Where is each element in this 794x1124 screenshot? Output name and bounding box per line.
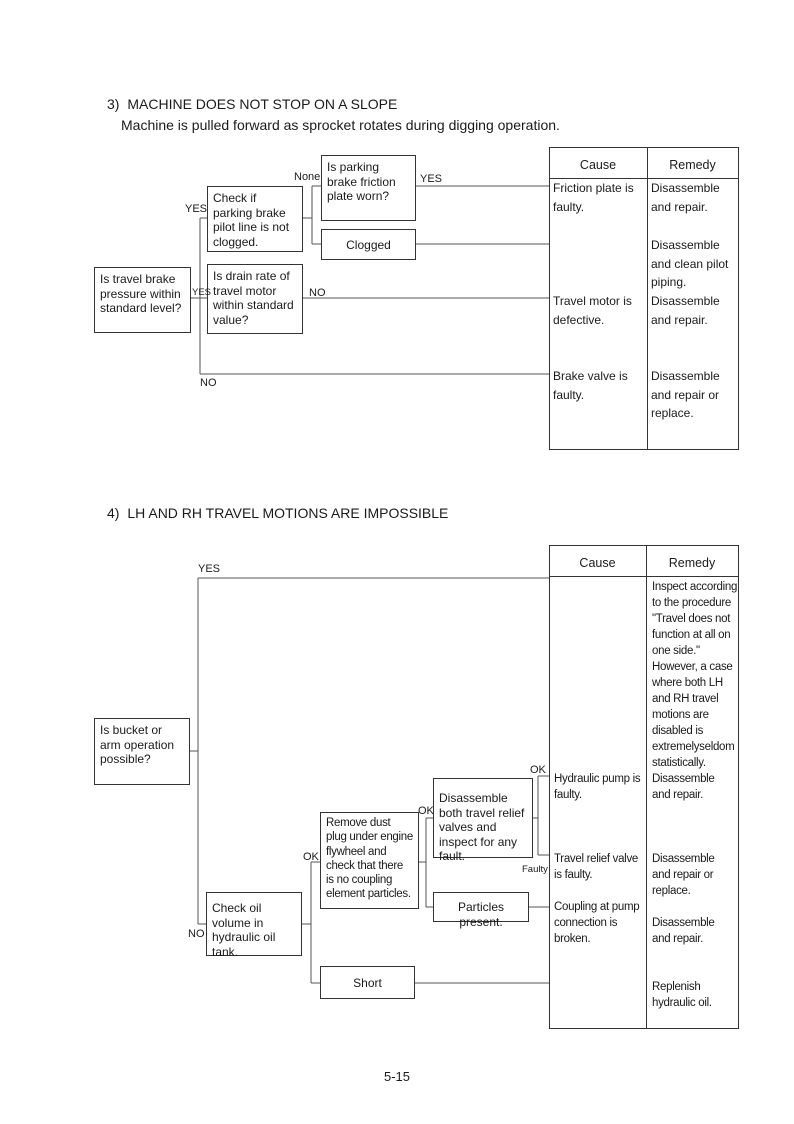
no-label-bucket: NO <box>188 928 205 940</box>
s3-remedy-2: Disassemble and clean pilot piping. <box>651 238 729 289</box>
s4-cause-4: Coupling at pump connection is broken. <box>554 901 640 945</box>
ok-label-dust: OK <box>418 805 434 817</box>
friction-plate-box: Is parking brake friction plate worn? <box>321 155 416 221</box>
dust-plug-box: Remove dust plug under engine flywheel and check that there is no coupling element particles. <box>320 812 419 909</box>
s4-remedy-3: Disassemble and repair or replace. <box>652 853 715 897</box>
s4-remedy-4: Disassemble and repair. <box>652 917 715 945</box>
bucket-arm-box: Is bucket or arm operation possible? <box>94 718 190 785</box>
relief-valves-box: Disassemble both travel relief valves and inspect for any fault. <box>433 778 533 858</box>
s3-remedy-4: Disassemble and repair or replace. <box>651 369 720 420</box>
yes-label-friction: YES <box>420 173 443 185</box>
s3-remedy-3: Disassemble and repair. <box>651 294 720 327</box>
section3-number: 3) <box>107 96 120 112</box>
section4-cause-header: Cause <box>579 556 616 570</box>
s3-cause-4: Brake valve is faulty. <box>553 369 628 402</box>
faulty-label: Faulty <box>522 864 548 875</box>
yes-label-pilot: YES <box>185 203 208 215</box>
s4-cause-3: Travel relief valve is faulty. <box>554 853 638 881</box>
pilot-line-check-box: Check if parking brake pilot line is not clogged. <box>207 186 303 252</box>
ok-label-oil: OK <box>303 851 319 863</box>
s4-remedy-5: Replenish hydraulic oil. <box>652 981 712 1009</box>
none-label: None <box>294 171 321 183</box>
page-number: 5-15 <box>383 1069 411 1084</box>
clogged-box: Clogged <box>321 229 416 260</box>
ok-label-relief: OK <box>530 764 546 776</box>
section4-title: LH AND RH TRAVEL MOTIONS ARE IMPOSSIBLE <box>127 505 449 521</box>
s3-remedy-1: Disassemble and repair. <box>651 181 720 214</box>
s3-cause-1: Friction plate is faulty. <box>553 181 634 214</box>
no-label-drain: NO <box>309 287 326 299</box>
section3-cause-header: Cause <box>579 158 617 172</box>
yes-label-drain: YES <box>192 287 212 298</box>
section4-heading <box>107 505 448 521</box>
travel-brake-pressure-box: Is travel brake pressure within standard level? <box>94 267 191 333</box>
no-label-brake: NO <box>200 377 217 389</box>
particles-present-box: Particles present. <box>433 892 529 922</box>
s4-cause-2: Hydraulic pump is faulty. <box>554 773 641 801</box>
yes-label-bucket: YES <box>198 563 221 575</box>
section4-remedy-header: Remedy <box>668 556 716 570</box>
s4-remedy-1: Inspect according to the procedure "Travel does not function at all on one side." However, a case where both LH and RH travel motions are disabled is extremelyseldom statistically. <box>652 581 738 769</box>
drain-rate-box: Is drain rate of travel motor within standard value? <box>207 264 303 334</box>
oil-volume-box: Check oil volume in hydraulic oil tank. <box>206 892 302 956</box>
section4-number: 4) <box>107 505 120 521</box>
section3-title: MACHINE DOES NOT STOP ON A SLOPE <box>127 96 398 112</box>
s4-remedy-2: Disassemble and repair. <box>652 773 715 801</box>
section3-heading <box>107 96 397 112</box>
section3-remedy-header: Remedy <box>669 158 716 172</box>
section3-subtitle: Machine is pulled forward as sprocket rotates during digging operation. <box>121 117 560 133</box>
s3-cause-3: Travel motor is defective. <box>553 294 632 327</box>
short-box: Short <box>320 966 415 999</box>
